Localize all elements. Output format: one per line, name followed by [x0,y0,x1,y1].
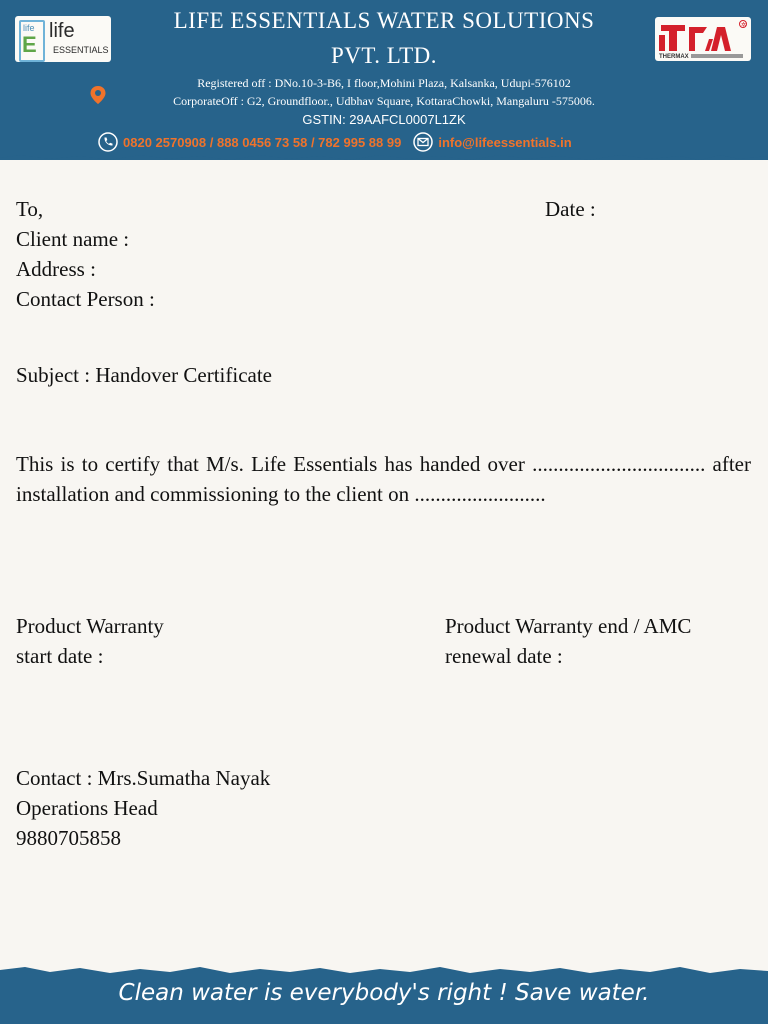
client-name-label: Client name : [16,227,130,251]
phone-numbers: 0820 2570908 / 888 0456 73 58 / 782 995 88 99 [123,134,402,150]
logo-mark-text: life [23,23,35,33]
footer-tagline: Clean water is everybody's right ! Save water. [118,980,650,1006]
contact-row [98,131,572,153]
warranty-end-label-line1: Product Warranty end / AMC [445,614,692,638]
subject-line: Subject : Handover Certificate [16,363,272,387]
corporate-office-address: CorporateOff : G2, Groundfloor., Udbhav Square, KottaraChowki, Mangaluru -575006. [173,94,595,108]
gstin-number: GSTIN: 29AAFCL0007L1ZK [302,112,466,127]
svg-text:✲: ✲ [741,22,747,29]
address-label: Address : [16,257,96,281]
logo-mark [19,20,45,62]
contact-phone: 9880705858 [16,826,121,850]
mail-icon [413,132,433,152]
warranty-start-label-line1: Product Warranty [16,614,164,638]
contact-person-label: Contact Person : [16,287,155,311]
certification-paragraph: This is to certify that M/s. Life Essentials has handed over ................................. after installation and commissioning to the client on ......................... [16,452,751,506]
warranty-start-label-line2: start date : [16,644,104,668]
registered-office-address: Registered off : DNo.10-3-B6, I floor,Mohini Plaza, Kalsanka, Udupi-576102 [197,76,571,90]
logo-mark-letter: E [22,32,37,57]
life-essentials-logo [15,16,111,62]
company-name-line2: PVT. LTD. [330,43,438,68]
phone-icon [98,132,118,152]
thermax-label: THERMAX [659,54,689,60]
company-name-line1: LIFE ESSENTIALS WATER SOLUTIONS [173,8,595,33]
contact-name: Contact : Mrs.Sumatha Nayak [16,766,271,790]
logo-word: life [49,20,75,42]
warranty-end-label-line2: renewal date : [445,644,563,668]
contact-role: Operations Head [16,796,158,820]
thermax-tca-logo [655,17,751,61]
date-label: Date : [545,197,596,221]
email-link[interactable]: info@lifeessentials.in [438,134,572,150]
recipient-to-label: To, [16,197,44,221]
logo-subword: ESSENTIALS [53,45,109,55]
